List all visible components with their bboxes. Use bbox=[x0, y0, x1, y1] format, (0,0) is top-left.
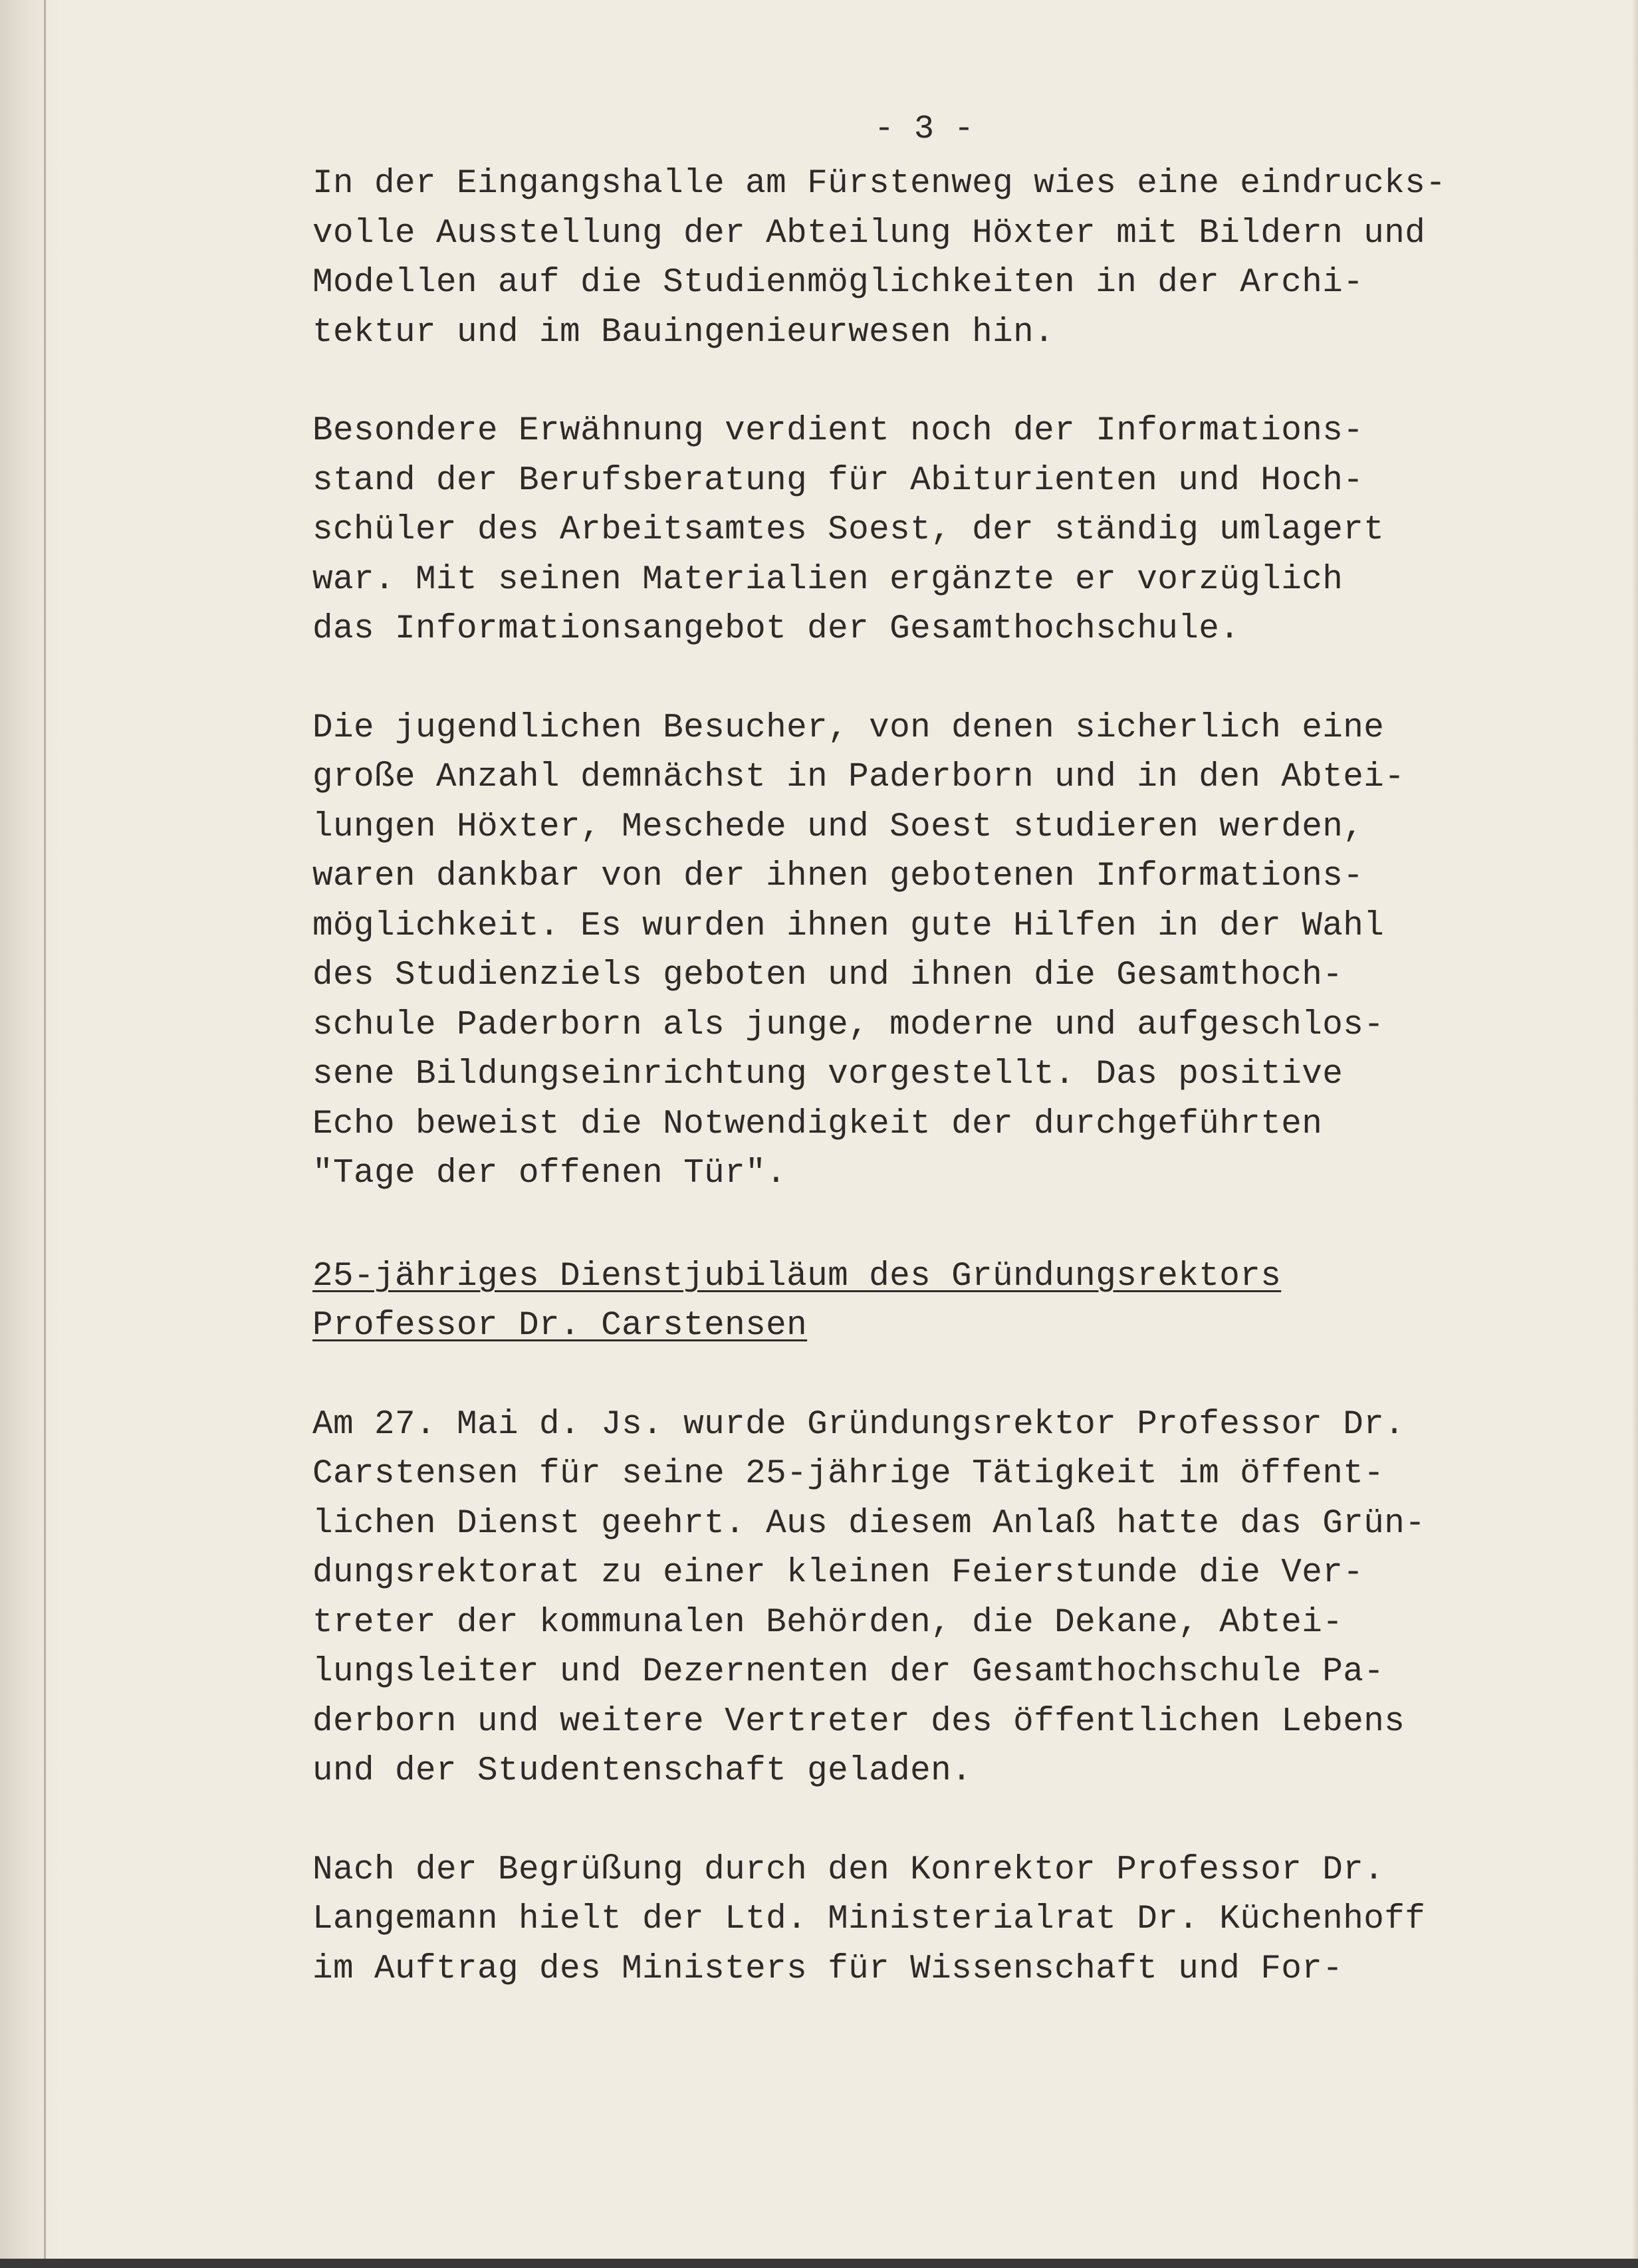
text-line: war. Mit seinen Materialien ergänzte er vorzüglich bbox=[312, 560, 1344, 599]
text-line: das Informationsangebot der Gesamthochschule. bbox=[312, 610, 1240, 648]
text-line: dungsrektorat zu einer kleinen Feierstunde die Ver- bbox=[312, 1554, 1364, 1592]
paragraph-4 bbox=[312, 1401, 1456, 1797]
page-bottom-edge bbox=[0, 2259, 1638, 2268]
text-line: In der Eingangshalle am Fürstenweg wies eine eindrucks- bbox=[312, 165, 1447, 203]
text-line: im Auftrag des Ministers für Wissenschaft und For- bbox=[312, 1950, 1344, 1988]
text-line: und der Studentenschaft geladen. bbox=[312, 1752, 973, 1790]
paragraph-1 bbox=[312, 160, 1456, 358]
binding-edge bbox=[44, 0, 46, 2268]
text-line: Die jugendlichen Besucher, von denen sicherlich eine bbox=[312, 709, 1385, 747]
text-line: waren dankbar von der ihnen gebotenen Informations- bbox=[312, 857, 1364, 895]
page-number: - 3 - bbox=[874, 110, 975, 148]
heading-line: 25-jähriges Dienstjubiläum des Gründungsrektors bbox=[312, 1257, 1282, 1296]
section-heading bbox=[312, 1252, 1456, 1351]
text-line: "Tage der offenen Tür". bbox=[312, 1155, 787, 1192]
text-line: Modellen auf die Studienmöglichkeiten in der Archi- bbox=[312, 264, 1364, 302]
paragraph-3 bbox=[312, 704, 1456, 1199]
text-line: Echo beweist die Notwendigkeit der durchgeführten bbox=[312, 1105, 1323, 1143]
text-line: treter der kommunalen Behörden, die Dekane, Abtei- bbox=[312, 1603, 1344, 1642]
text-line: lichen Dienst geehrt. Aus diesem Anlaß hatte das Grün- bbox=[312, 1504, 1426, 1543]
text-line: Carstensen für seine 25-jährige Tätigkeit im öffent- bbox=[312, 1455, 1385, 1493]
paragraph-5 bbox=[312, 1846, 1456, 1995]
binding-shadow bbox=[0, 0, 60, 2268]
heading-line: Professor Dr. Carstensen bbox=[312, 1307, 808, 1345]
text-line: volle Ausstellung der Abteilung Höxter mit Bildern und bbox=[312, 214, 1426, 253]
text-line: Am 27. Mai d. Js. wurde Gründungsrektor Professor Dr. bbox=[312, 1405, 1405, 1444]
text-line: große Anzahl demnächst in Paderborn und in den Abtei- bbox=[312, 758, 1405, 796]
text-line: stand der Berufsberatung für Abiturienten und Hoch- bbox=[312, 461, 1364, 500]
text-line: sene Bildungseinrichtung vorgestellt. Das positive bbox=[312, 1056, 1344, 1093]
document-page bbox=[312, 100, 1456, 2043]
text-line: schule Paderborn als junge, moderne und aufgeschlos- bbox=[312, 1006, 1385, 1044]
text-line: möglichkeit. Es wurden ihnen gute Hilfen in der Wahl bbox=[312, 907, 1385, 945]
paragraph-2 bbox=[312, 407, 1456, 655]
text-line: schüler des Arbeitsamtes Soest, der ständig umlagert bbox=[312, 511, 1385, 549]
text-line: derborn und weitere Vertreter des öffentlichen Lebens bbox=[312, 1702, 1405, 1741]
text-line: Nach der Begrüßung durch den Konrektor Professor Dr. bbox=[312, 1851, 1385, 1889]
text-line: tektur und im Bauingenieurwesen hin. bbox=[312, 313, 1055, 352]
text-line: lungsleiter und Dezernenten der Gesamthochschule Pa- bbox=[312, 1653, 1385, 1691]
page-right-edge bbox=[1631, 0, 1638, 2268]
text-line: lungen Höxter, Meschede und Soest studieren werden, bbox=[312, 808, 1364, 846]
text-line: Langemann hielt der Ltd. Ministerialrat Dr. Küchenhoff bbox=[312, 1900, 1426, 1938]
text-line: des Studienziels geboten und ihnen die Gesamthoch- bbox=[312, 957, 1344, 994]
text-line: Besondere Erwähnung verdient noch der Informations- bbox=[312, 412, 1364, 450]
